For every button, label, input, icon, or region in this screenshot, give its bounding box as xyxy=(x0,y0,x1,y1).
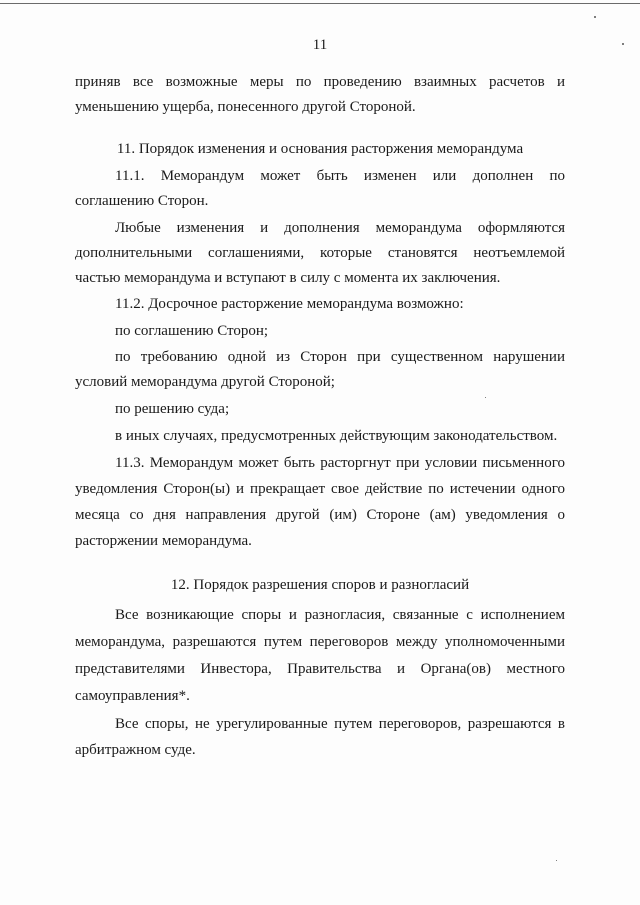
section-11-2-line: 11.2. Досрочное расторжение меморандума возможно: xyxy=(115,296,464,312)
termination-item-1: по соглашению Сторон; xyxy=(115,323,269,339)
section-12-heading: 12. Порядок разрешения споров и разногласий xyxy=(170,577,470,593)
amendments-line-1: Любые изменения и дополнения меморандума оформляются xyxy=(115,220,565,236)
termination-item-4: в иных случаях, предусмотренных действующим законодательством. xyxy=(115,428,558,444)
scan-top-edge-line xyxy=(0,3,640,4)
section-11-3-line-4: расторжении меморандума. xyxy=(75,533,252,549)
page-number: 11 xyxy=(312,37,328,53)
intro-line-1: приняв все возможные меры по проведению взаимных расчетов и xyxy=(75,74,565,90)
section-11-1-line-1: 11.1. Меморандум может быть изменен или дополнен по xyxy=(115,168,565,184)
section-12-p1-line-4: самоуправления*. xyxy=(75,688,190,704)
scan-speck xyxy=(622,43,624,45)
termination-item-2-line-1: по требованию одной из Сторон при существенном нарушении xyxy=(115,349,565,365)
amendments-line-3: частью меморандума и вступают в силу с момента их заключения. xyxy=(75,270,501,286)
section-11-3-line-3: месяца со дня направления другой (им) Стороне (ам) уведомления о xyxy=(75,507,565,523)
section-12-p1-line-2: меморандума, разрешаются путем переговоров между уполномоченными xyxy=(75,634,565,650)
section-11-1-line-2: соглашению Сторон. xyxy=(75,193,209,209)
section-12-p2-line-2: арбитражном суде. xyxy=(75,742,196,758)
section-12-p2-line-1: Все споры, не урегулированные путем переговоров, разрешаются в xyxy=(115,716,565,732)
scan-speck xyxy=(556,860,557,861)
termination-item-3: по решению суда; xyxy=(115,401,230,417)
section-12-p1-line-1: Все возникающие споры и разногласия, связанные с исполнением xyxy=(115,607,565,623)
scan-speck xyxy=(485,397,486,398)
section-11-3-line-2: уведомления Сторон(ы) и прекращает свое действие по истечении одного xyxy=(75,481,565,497)
section-12-p1-line-3: представителями Инвестора, Правительства и Органа(ов) местного xyxy=(75,661,565,677)
scan-speck xyxy=(594,16,596,18)
section-11-3-line-1: 11.3. Меморандум может быть расторгнут при условии письменного xyxy=(115,455,565,471)
termination-item-2-line-2: условий меморандума другой Стороной; xyxy=(75,374,335,390)
section-11-heading: 11. Порядок изменения и основания расторжения меморандума xyxy=(116,141,524,157)
intro-line-2: уменьшению ущерба, понесенного другой Стороной. xyxy=(75,99,416,115)
amendments-line-2: дополнительными соглашениями, которые становятся неотъемлемой xyxy=(75,245,565,261)
